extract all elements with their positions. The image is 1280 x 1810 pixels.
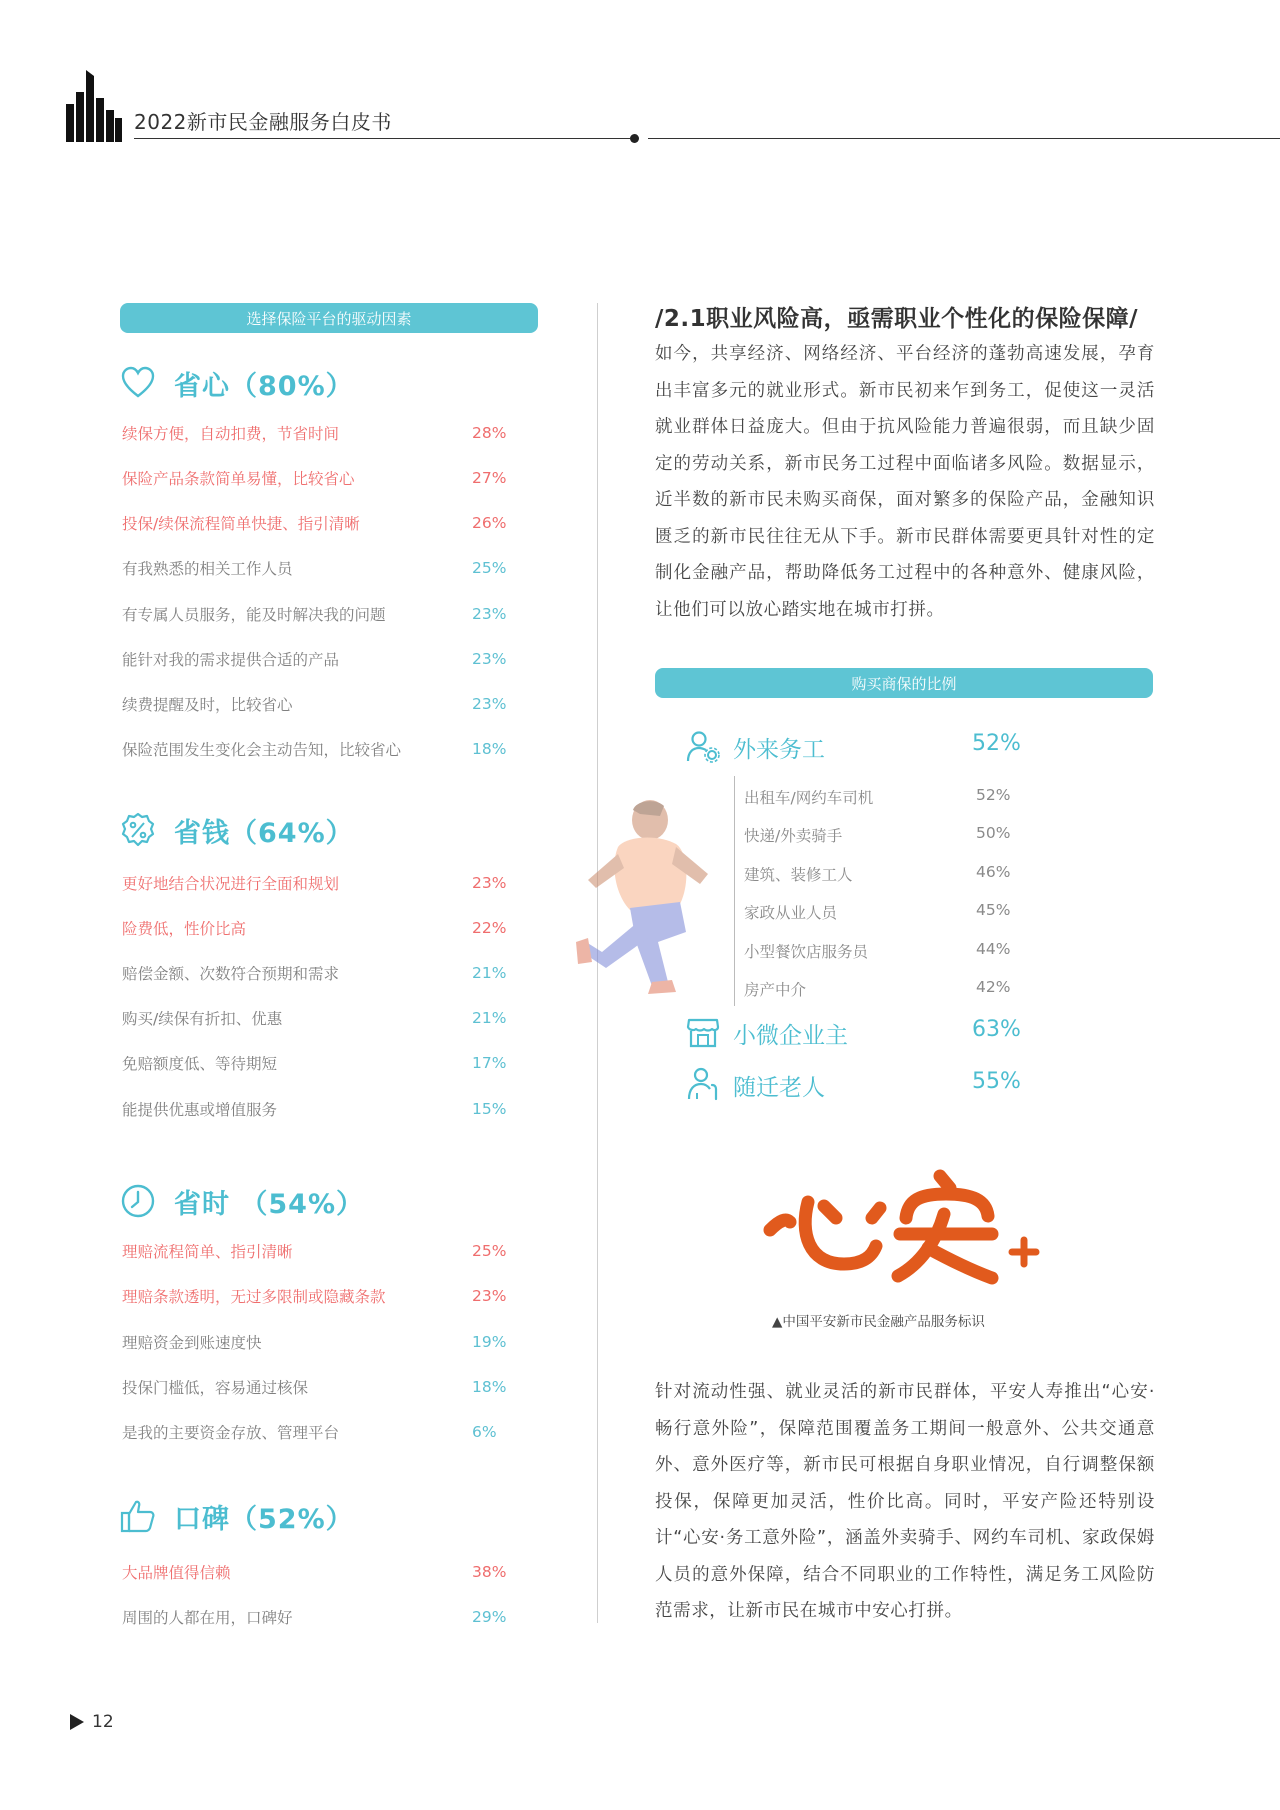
section-thumbs	[120, 1495, 354, 1537]
group-label: 小微企业主	[733, 1023, 848, 1049]
list-item: 建筑、装修工人 46%	[744, 863, 1011, 884]
page-number: 12	[92, 1712, 114, 1732]
header-title: 2022新市民金融服务白皮书	[134, 110, 392, 134]
section-clock	[120, 1180, 364, 1222]
list-item: 更好地结合状况进行全面和规划 23%	[122, 874, 507, 893]
xinan-brand-mark	[760, 1160, 1060, 1290]
clock-icon	[120, 1183, 156, 1219]
list-item: 是我的主要资金存放、管理平台 6%	[122, 1423, 497, 1442]
section-title: 口碑（52%）	[174, 1503, 354, 1535]
paragraph-products: 针对流动性强、就业灵活的新市民群体，平安人寿推出“心安·畅行意外险”，保障范围覆盖务工期间一般意外、公共交通意外、意外医疗等，新市民可根据自身职业情况，自行调整保额投保，保障更加灵活，性价比高。同时，平安产险还特别设计“心安·务工意外险”，涵盖外卖骑手、网约车司机、家政保姆人员的意外保障，结合不同职业的工作特性，满足务工风险防范需求，让新市民在城市中安心打拼。	[655, 1382, 1155, 1621]
building-logo-icon	[66, 70, 122, 142]
list-item: 续保方便，自动扣费，节省时间 28%	[122, 424, 507, 443]
group-migrant-workers	[686, 728, 1021, 764]
list-item: 能提供优惠或增值服务 15%	[122, 1100, 507, 1119]
header-dot	[630, 134, 639, 143]
heart-icon	[120, 365, 156, 401]
list-item: 保险范围发生变化会主动告知，比较省心 18%	[122, 740, 507, 759]
section-title-2-1: /2.1职业风险高，亟需职业个性化的保险保障/	[655, 306, 1139, 332]
list-item: 投保门槛低，容易通过核保 18%	[122, 1378, 507, 1397]
section-title: 省时 （54%）	[174, 1188, 365, 1220]
group-label: 随迁老人	[733, 1075, 825, 1101]
list-item: 理赔资金到账速度快 19%	[122, 1333, 507, 1352]
list-item: 大品牌值得信赖 38%	[122, 1563, 507, 1582]
brand-mark-caption: ▲中国平安新市民金融产品服务标识	[772, 1314, 985, 1330]
page-footer	[70, 1712, 114, 1732]
group-label: 外来务工	[733, 737, 825, 763]
header-rule-right	[648, 138, 1280, 139]
list-item: 快递/外卖骑手 50%	[744, 824, 1011, 845]
list-item: 险费低，性价比高 22%	[122, 919, 507, 938]
group-value: 63%	[972, 1017, 1021, 1042]
thumbs-up-icon	[120, 1498, 156, 1534]
list-item: 续费提醒及时，比较省心 23%	[122, 695, 507, 714]
shop-icon	[686, 1015, 720, 1049]
section-heart	[120, 362, 354, 404]
tree-connector	[734, 776, 735, 1006]
group-value: 52%	[972, 731, 1021, 756]
list-item: 免赔额度低、等待期短 17%	[122, 1054, 507, 1073]
list-item: 投保/续保流程简单快捷、指引清晰 26%	[122, 514, 507, 533]
list-item: 周围的人都在用，口碑好 29%	[122, 1608, 507, 1627]
group-elderly	[686, 1066, 1021, 1102]
list-item: 小型餐饮店服务员 44%	[744, 940, 1011, 961]
list-item: 有专属人员服务，能及时解决我的问题 23%	[122, 605, 507, 624]
paragraph-intro: 如今，共享经济、网络经济、平台经济的蓬勃高速发展，孕育出丰富多元的就业形式。新市民初来乍到务工，促使这一灵活就业群体日益庞大。但由于抗风险能力普遍很弱，而且缺少固定的劳动关系，新市民务工过程中面临诸多风险。数据显示，近半数的新市民未购买商保，面对繁多的保险产品，金融知识匮乏的新市民往往无从下手。新市民群体需要更具针对性的定制化金融产品，帮助降低务工过程中的各种意外、健康风险，让他们可以放心踏实地在城市打拼。	[655, 344, 1155, 620]
list-item: 出租车/网约车司机 52%	[744, 786, 1011, 807]
worker-gear-icon	[686, 729, 720, 763]
elderly-icon	[686, 1067, 720, 1101]
insurance-ratio-pill-heading: 购买商保的比例	[655, 668, 1153, 698]
list-item: 房产中介 42%	[744, 978, 1011, 999]
section-percent	[120, 809, 354, 851]
list-item: 购买/续保有折扣、优惠 21%	[122, 1009, 507, 1028]
list-item: 理赔条款透明，无过多限制或隐藏条款 23%	[122, 1287, 507, 1306]
list-item: 能针对我的需求提供合适的产品 23%	[122, 650, 507, 669]
play-triangle-icon	[70, 1714, 84, 1730]
section-title: 省心（80%）	[174, 370, 354, 402]
list-item: 家政从业人员 45%	[744, 901, 1011, 922]
runner-illustration	[548, 792, 718, 1002]
group-value: 55%	[972, 1069, 1021, 1094]
header-rule	[134, 138, 630, 139]
list-item: 赔偿金额、次数符合预期和需求 21%	[122, 964, 507, 983]
list-item: 保险产品条款简单易懂，比较省心 27%	[122, 469, 507, 488]
group-micro-business	[686, 1014, 1021, 1050]
list-item: 理赔流程简单、指引清晰 25%	[122, 1242, 507, 1261]
list-item: 有我熟悉的相关工作人员 25%	[122, 559, 507, 578]
percent-badge-icon	[120, 812, 156, 848]
section-title: 省钱（64%）	[174, 817, 354, 849]
drivers-pill-heading: 选择保险平台的驱动因素	[120, 303, 538, 333]
